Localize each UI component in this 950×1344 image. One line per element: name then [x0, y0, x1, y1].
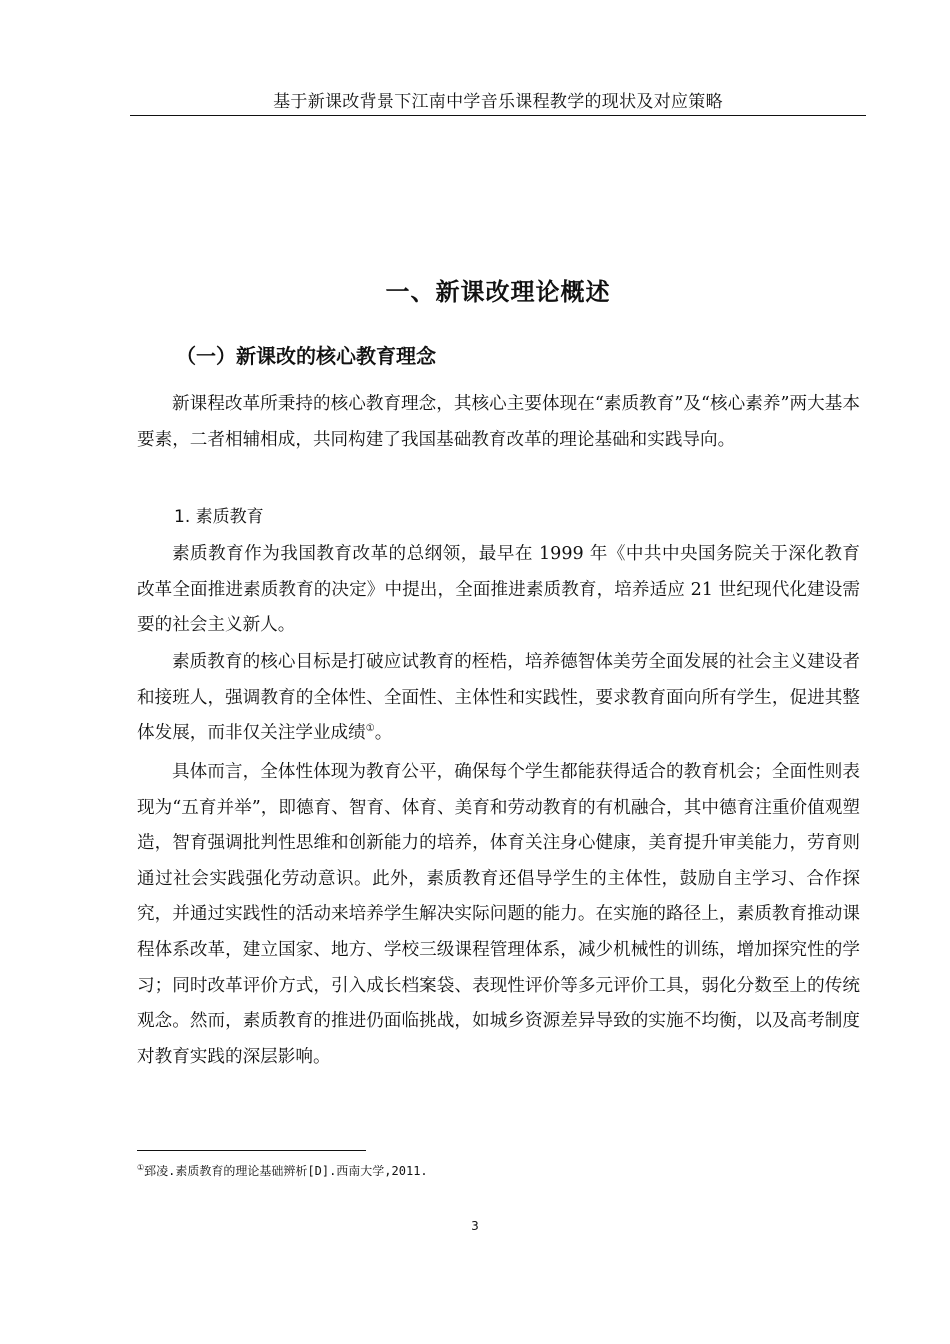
header-rule [130, 115, 866, 116]
paragraph-end: 。 [374, 723, 393, 744]
paragraph-intro: 新课程改革所秉持的核心教育理念，其核心主要体现在“素质教育”及“核心素养”两大基本要素，二者相辅相成，共同构建了我国基础教育改革的理论基础和实践导向。 [137, 394, 860, 450]
running-header: 基于新课改背景下江南中学音乐课程教学的现状及对应策略 [273, 92, 723, 112]
footnote [137, 1162, 428, 1180]
section-title: （一）新课改的核心教育理念 [176, 344, 436, 368]
chapter-title: 一、新课改理论概述 [385, 278, 611, 306]
paragraph-quality-education-origin: 素质教育作为我国教育改革的总纲领，最早在 1999 年《中共中央国务院关于深化教育改革全面推进素质教育的决定》中提出，全面推进素质教育，培养适应 21 世纪现代化建设需要的社会主义新人。 [137, 544, 860, 636]
paragraph-quality-education-details: 具体而言，全体性体现为教育公平，确保每个学生都能获得适合的教育机会；全面性则表现为“五育并举”，即德育、智育、体育、美育和劳动教育的有机融合，其中德育注重价值观塑造，智育强调批判性思维和创新能力的培养，体育关注身心健康，美育提升审美能力，劳育则通过社会实践强化劳动意识。此外，素质教育还倡导学生的主体性，鼓励自主学习、合作探究，并通过实践性的活动来培养学生解决实际问题的能力。在实施的路径上，素质教育推动课程体系改革，建立国家、地方、学校三级课程管理体系，减少机械性的训练，增加探究性的学习；同时改革评价方式，引入成长档案袋、表现性评价等多元评价工具，弱化分数至上的传统观念。然而，素质教育的推进仍面临挑战，如城乡资源差异导致的实施不均衡，以及高考制度对教育实践的深层影响。 [137, 762, 860, 1067]
footnote-number: ① [137, 1163, 145, 1172]
subsection-title: 1. 素质教育 [174, 507, 264, 527]
paragraph-text: 素质教育的核心目标是打破应试教育的桎梏，培养德智体美劳全面发展的社会主义建设者和接班人，强调教育的全体性、全面性、主体性和实践性，要求教育面向所有学生，促进其整体发展，而非仅关注学业成绩 [137, 652, 860, 744]
page-number: 3 [471, 1219, 479, 1233]
footnote-reference: ① [365, 723, 375, 735]
footnote-text: 郅凌.素质教育的理论基础辨析[D].西南大学,2011. [144, 1164, 428, 1178]
footnote-rule [137, 1150, 366, 1151]
paragraph-quality-education-goal [137, 645, 860, 752]
